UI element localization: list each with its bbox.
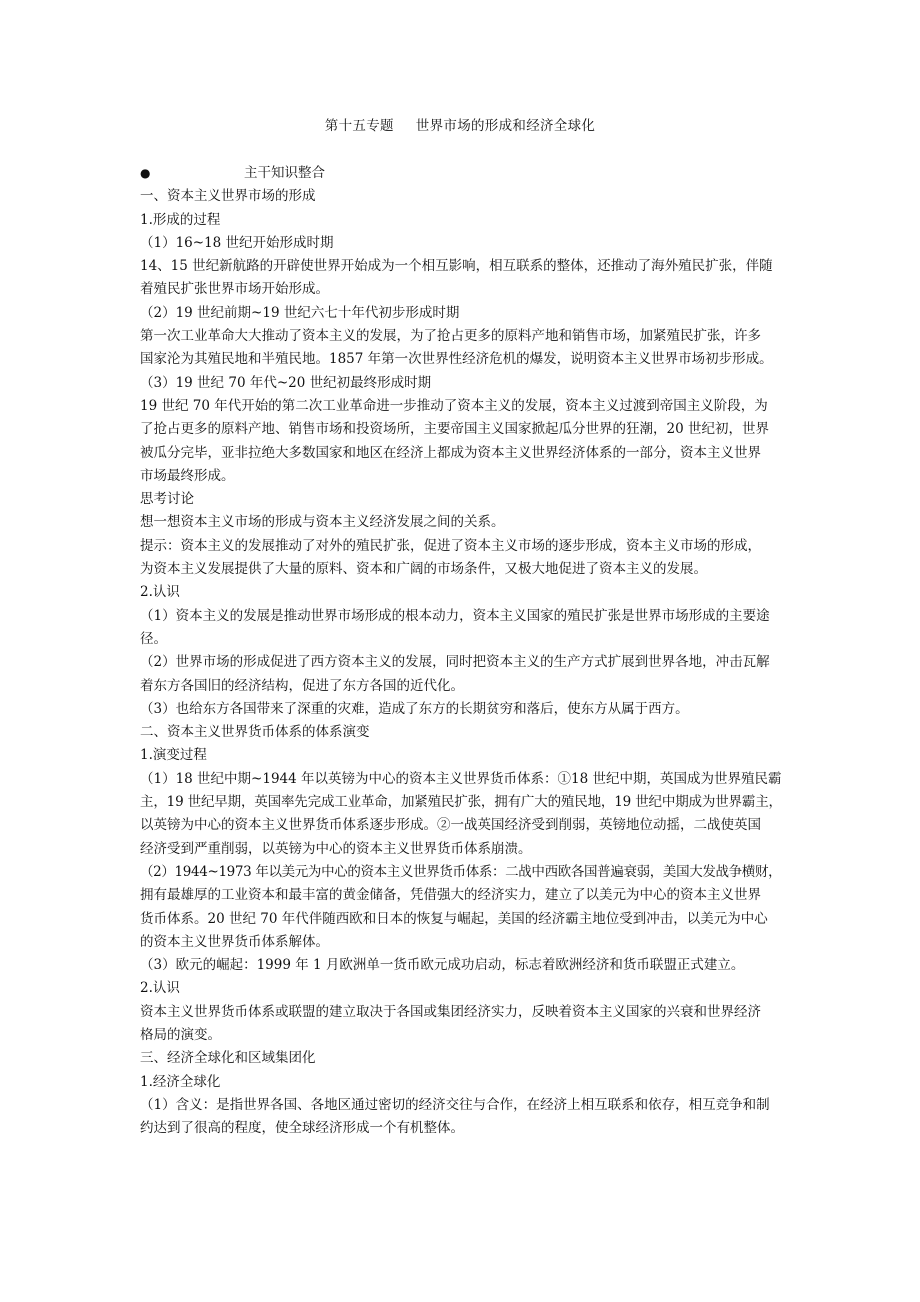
bullet-icon: ●: [140, 166, 151, 180]
text-line: （1）16~18 世纪开始形成时期: [140, 234, 334, 251]
text-line: 着东方各国旧的经济结构，促进了东方各国的近代化。: [140, 677, 464, 694]
text-line: （3）也给东方各国带来了深重的灾难，造成了东方的长期贫穷和落后，使东方从属于西方。: [140, 700, 689, 717]
text-line: （1）含义：是指世界各国、各地区通过密切的经济交往与合作，在经济上相互联系和依存，相互竞争和制: [140, 1096, 770, 1113]
text-line: （1）资本主义的发展是推动世界市场形成的根本动力，资本主义国家的殖民扩张是世界市场形成的主要途: [140, 607, 770, 624]
text-line: （3）欧元的崛起：1999 年 1 月欧洲单一货币欧元成功启动，标志着欧洲经济和货币联盟正式建立。: [140, 957, 745, 974]
text-line: 提示：资本主义的发展推动了对外的殖民扩张，促进了资本主义市场的逐步形成，资本主义市场的形成，: [140, 537, 761, 554]
text-line: 了抢占更多的原料产地、销售市场和投资场所，主要帝国主义国家掀起瓜分世界的狂潮，20 世纪初，世界: [140, 421, 769, 438]
text-line: 二、资本主义世界货币体系的体系演变: [140, 724, 370, 741]
text-line: 第一次工业革命大大推动了资本主义的发展，为了抢占更多的原料产地和销售市场，加紧殖民扩张，许多: [140, 328, 761, 345]
text-line: 径。: [140, 630, 167, 647]
text-line: （2）世界市场的形成促进了西方资本主义的发展，同时把资本主义的生产方式扩展到世界各地，冲击瓦解: [140, 654, 770, 671]
text-line: （2）19 世纪前期~19 世纪六七十年代初步形成时期: [140, 304, 460, 321]
text-line: 为资本主义发展提供了大量的原料、资本和广阔的市场条件，又极大地促进了资本主义的发展。: [140, 561, 707, 578]
text-line: 国家沦为其殖民地和半殖民地。1857 年第一次世界性经济危机的爆发，说明资本主义世界市场初步形成。: [140, 351, 773, 368]
text-line: 被瓜分完毕，亚非拉绝大多数国家和地区在经济上都成为资本主义世界经济体系的一部分，资本主义世界: [140, 444, 761, 461]
text-line: 经济受到严重削弱，以英镑为中心的资本主义世界货币体系崩溃。: [140, 840, 532, 857]
text-line: 1.形成的过程: [140, 211, 221, 228]
text-lines: [140, 185, 784, 1140]
text-line: 着殖民扩张世界市场开始形成。: [140, 281, 329, 298]
text-line: 2.认识: [140, 980, 180, 997]
text-line: （2）1944~1973 年以美元为中心的资本主义世界货币体系：二战中西欧各国普遍衰弱，美国大发战争横财，: [140, 863, 782, 880]
text-line: 约达到了很高的程度，使全球经济形成一个有机整体。: [140, 1120, 464, 1137]
text-line: 拥有最雄厚的工业资本和最丰富的黄金储备，凭借强大的经济实力，建立了以美元为中心的资本主义世界: [140, 887, 761, 904]
text-line: 1.演变过程: [140, 747, 207, 764]
title-topic-number: 第十五专题: [324, 118, 394, 134]
text-line: 资本主义世界货币体系或联盟的建立取决于各国或集团经济实力，反映着资本主义国家的兴衰和世界经济: [140, 1003, 761, 1020]
text-line: 想一想资本主义市场的形成与资本主义经济发展之间的关系。: [140, 514, 505, 531]
text-line: 19 世纪 70 年代开始的第二次工业革命进一步推动了资本主义的发展，资本主义过渡到帝国主义阶段，为: [140, 397, 768, 414]
text-line: 格局的演变。: [140, 1026, 221, 1043]
text-line: 一、资本主义世界市场的形成: [140, 188, 316, 205]
section-heading: 主干知识整合: [244, 165, 325, 181]
text-line: 思考讨论: [140, 491, 194, 508]
text-line: 三、经济全球化和区域集团化: [140, 1050, 316, 1067]
text-line: 2.认识: [140, 584, 180, 601]
text-line: 主，19 世纪早期，英国率先完成工业革命，加紧殖民扩张，拥有广大的殖民地，19 世纪中期成为世界霸主，: [140, 794, 782, 811]
text-line: 的资本主义世界货币体系解体。: [140, 933, 329, 950]
text-line: （3）19 世纪 70 年代~20 世纪初最终形成时期: [140, 374, 432, 391]
text-line: （1）18 世纪中期~1944 年以英镑为中心的资本主义世界货币体系：①18 世纪中期，英国成为世界殖民霸: [140, 770, 782, 787]
text-line: 以英镑为中心的资本主义世界货币体系逐步形成。②一战英国经济受到削弱，英镑地位动摇，二战使英国: [140, 817, 761, 834]
text-line: 货币体系。20 世纪 70 年代伴随西欧和日本的恢复与崛起，美国的经济霸主地位受到冲击，以美元为中心: [140, 910, 768, 927]
text-line: 1.经济全球化: [140, 1073, 221, 1090]
text-line: 14、15 世纪新航路的开辟使世界开始成为一个相互影响，相互联系的整体，还推动了海外殖民扩张，伴随: [140, 258, 773, 275]
text-line: 市场最终形成。: [140, 467, 235, 484]
document-body: [140, 162, 784, 1140]
title-topic-name: 世界市场的形成和经济全球化: [415, 118, 596, 134]
document-title: [0, 116, 920, 136]
section-heading-line: [140, 162, 784, 185]
